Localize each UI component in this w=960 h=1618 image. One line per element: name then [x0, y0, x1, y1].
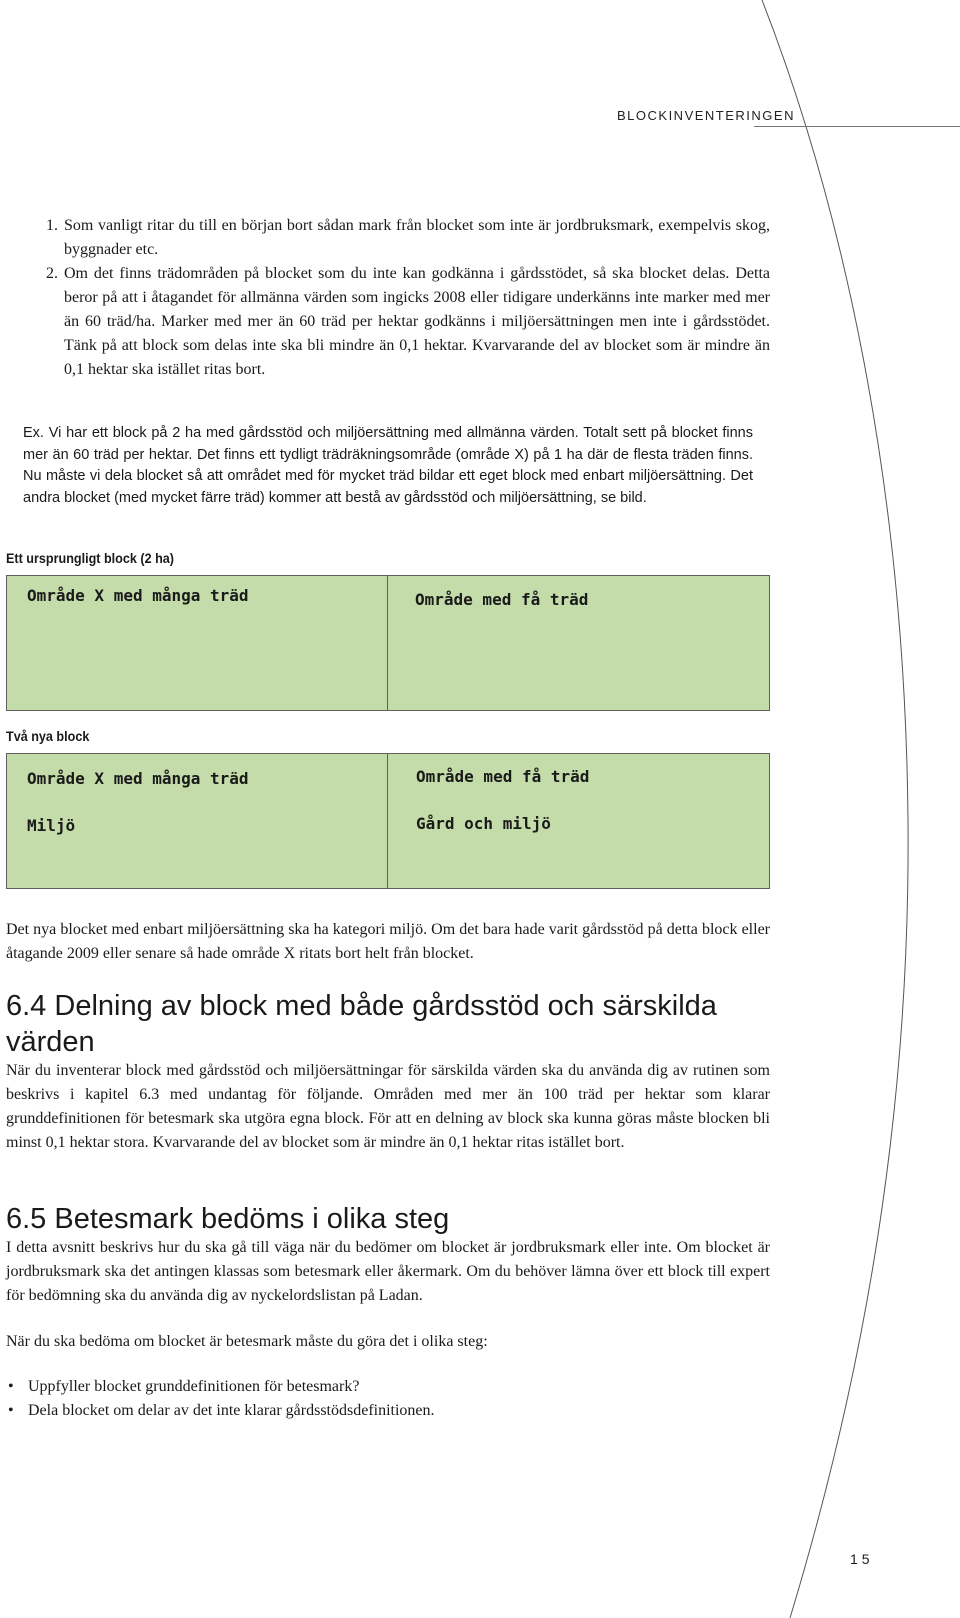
- original-block-figure: [6, 575, 770, 711]
- category-gard-miljo-label: Gård och miljö: [416, 814, 551, 833]
- section-6-5-intro: När du ska bedöma om blocket är betesmark måste du göra det i olika steg:: [6, 1333, 488, 1350]
- figure1-caption: Ett ursprungligt block (2 ha): [6, 550, 175, 566]
- figure2-caption: Två nya block: [6, 728, 90, 744]
- area-x-label: Område X med många träd: [27, 586, 249, 605]
- block-divider: [387, 754, 388, 888]
- section-6-5-heading: 6.5 Betesmark bedöms i olika steg: [6, 1203, 450, 1235]
- page-number: 15: [850, 1551, 874, 1567]
- bullet-item: • Uppfyller blocket grunddefinitionen för betesmark?: [28, 1375, 770, 1399]
- new-blocks-figure: [6, 753, 770, 889]
- bullet-item: • Dela blocket om delar av det inte klarar gårdsstödsdefinitionen.: [28, 1399, 770, 1423]
- area-few-trees-label: Område med få träd: [415, 590, 589, 609]
- example-paragraph: Ex. Vi har ett block på 2 ha med gårdsstöd och miljöersättning med allmänna värden. Totalt sett på blocket finns mer än 60 träd per hektar. Det finns ett tydligt trädräkningsområde (område X) på 1 ha där de flesta träden finns. Nu måste vi dela blocket så att området med för mycket träd bildar ett eget block med enbart miljöersättning. Det andra blocket (med mycket färre träd) kommer att bestå av gårdsstöd och miljöersättning, se bild.: [23, 425, 753, 506]
- step-item: 2. Om det finns trädområden på blocket som du inte kan godkänna i gårdsstödet, så ska blocket delas. Detta beror på att i åtagandet för allmänna värden som ingicks 2008 eller tidigare underkänns inte marker med mer än 60 träd/ha. Marker med mer än 60 träd per hektar godkänns i miljöersättningen men inte i gårdsstödet. Tänk på att block som delas inte ska bli mindre än 0,1 hektar. Kvarvarande del av blocket som är mindre än 0,1 hektar ska istället ritas bort.: [62, 262, 770, 382]
- step-item: 1. Som vanligt ritar du till en början bort sådan mark från blocket som inte är jordbruksmark, exempelvis skog, byggnader etc.: [62, 214, 770, 262]
- section-6-4-body: När du inventerar block med gårdsstöd och miljöersättningar för särskilda värden ska du använda dig av rutinen som beskrivs i kapitel 6.3 med undantag för följande. Områden med mer än 100 träd per hektar som klarar grunddefinitionen för betesmark ska utgöra egna block. För att en delning av block ska kunna göras måste blocken bli minst 0,1 hektar stora. Kvarvarande del av blocket som är mindre än 0,1 hektar ritas istället bort.: [6, 1062, 770, 1151]
- category-miljo-label: Miljö: [27, 816, 76, 835]
- step-list: [34, 214, 770, 382]
- steps-bullet-list: [6, 1375, 770, 1423]
- area-few-trees-label: Område med få träd: [416, 767, 590, 786]
- section-6-5-body: I detta avsnitt beskrivs hur du ska gå till väga när du bedömer om blocket är jordbruksmark eller inte. Om blocket är jordbruksmark ska det antingen klassas som betesmark eller åkermark. Om du behöver lämna över ett block till expert för bedömning ska du använda dig av nyckelordslistan på Ladan.: [6, 1239, 770, 1304]
- figure-explanation: Det nya blocket med enbart miljöersättning ska ha kategori miljö. Om det bara hade varit gårdsstöd på detta block eller åtagande 2009 eller senare så hade område X ritats bort helt från blocket.: [6, 921, 770, 962]
- header-rule: [754, 126, 960, 127]
- running-header: BLOCKINVENTERINGEN: [617, 108, 795, 123]
- block-divider: [387, 576, 388, 710]
- section-6-4-heading: 6.4 Delning av block med både gårdsstöd och särskilda värden: [6, 990, 717, 1058]
- area-x-label: Område X med många träd: [27, 769, 249, 788]
